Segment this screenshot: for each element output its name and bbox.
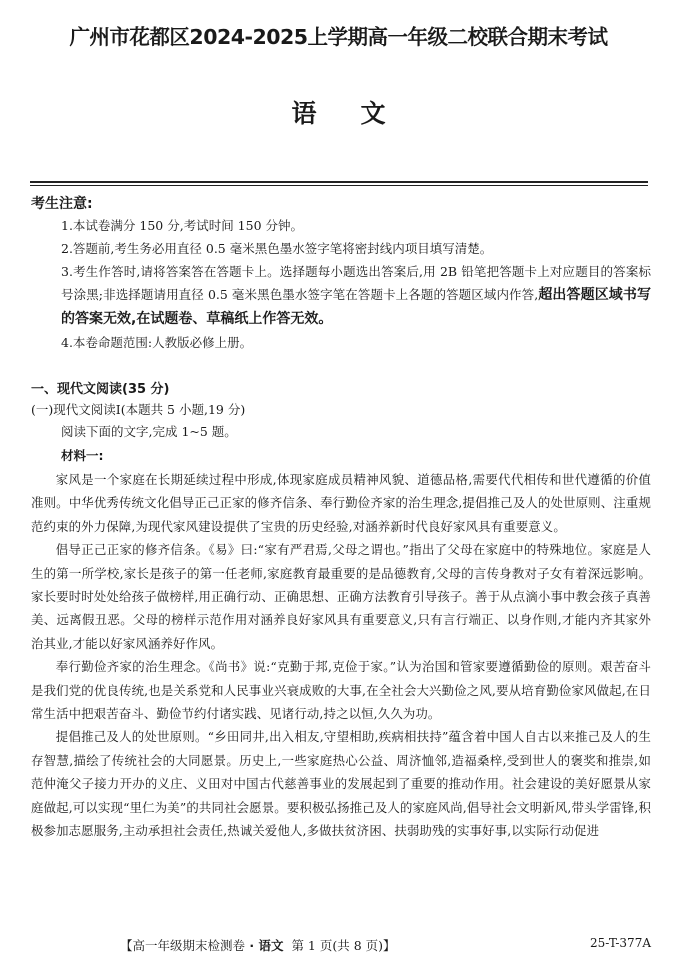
notice-item-3	[61, 260, 651, 331]
paragraph: 奉行勤俭齐家的治生理念。《尚书》说:“克勤于邦,克俭于家。”认为治国和管家要遵循勤俭的原则。艰苦奋斗是我们党的优良传统,也是关系党和人民事业兴衰成败的大事,在全社会大兴勤俭之风,要从培育勤俭家风做起,在日常生活中把艰苦奋斗、勤俭节约付诸实践、见诸行动,持之以恒,久久为功。	[31, 659, 651, 722]
paper-code: 25-T-377A	[590, 936, 651, 950]
footer-page-info: 第 1 页(共 8 页)	[291, 938, 384, 953]
notice-title: 考生注意:	[31, 196, 93, 212]
paragraph: 家风是一个家庭在长期延续过程中形成,体现家庭成员精神风貌、道德品格,需要代代相传和世代遵循的价值准则。中华优秀传统文化倡导正己正家的修齐信条、奉行勤俭齐家的治生理念,提倡推己及人的处世原则、注重规范约束的外力保障,为现代家风建设提供了宝贵的历史经验,对涵养新时代良好家风具有重要意义。	[31, 472, 651, 534]
footer-grade: 高一年级期末检测卷	[132, 938, 246, 953]
header-divider-thick	[30, 181, 648, 183]
notice-item-4: 4.本卷命题范围:人教版必修上册。	[61, 335, 253, 350]
footer-left-bracket: 【	[120, 938, 133, 953]
subsection-heading: (一)现代文阅读Ⅰ(本题共 5 小题,19 分)	[31, 402, 246, 417]
notice-item-2: 2.答题前,考生务必用直径 0.5 毫米黑色墨水签字笔将密封线内项目填写清楚。	[61, 241, 493, 256]
paragraph: 倡导正己正家的修齐信条。《易》曰:“家有严君焉,父母之谓也。”指出了父母在家庭中的特殊地位。家庭是人生的第一所学校,家长是孩子的第一任老师,家庭教育最重要的是品德教育,父母的言传身教对子女有着深远影响。家长要时时处处给孩子做榜样,用正确行动、正确思想、正确方法教育引导孩子。善于从点滴小事中教会孩子真善美、远离假丑恶。父母的榜样示范作用对涵养良好家风具有重要意义,只有言行端正、以身作则,才能内齐其家外治其业,才能以好家风涵养好作风。	[31, 542, 651, 651]
notice-item-3-emphasis: 超出答题区域书写的答案无效,在试题卷、草稿纸上作答无效。	[61, 287, 651, 327]
passage-body	[31, 468, 651, 843]
reading-instruction: 阅读下面的文字,完成 1~5 题。	[61, 424, 237, 439]
header-divider-thin	[30, 185, 648, 186]
footer-right-bracket: 】	[383, 938, 396, 953]
section-heading: 一、现代文阅读(35 分)	[31, 382, 170, 397]
exam-title: 广州市花都区2024-2025上学期高一年级二校联合期末考试	[69, 25, 608, 49]
footer-subject: 语文	[258, 938, 284, 953]
paragraph: 提倡推己及人的处世原则。“乡田同井,出入相友,守望相助,疾病相扶持”蕴含着中国人自古以来推己及人的生存智慧,描绘了传统社会的大同愿景。历史上,一些家庭热心公益、周济恤邻,造福桑梓,受到世人的褒奖和推崇,如范仲淹父子接力开办的义庄、义田对中国古代慈善事业的发展起到了重要的推动作用。社会建设的美好愿景从家庭做起,可以实现“里仁为美”的共同社会愿景。要积极弘扬推己及人的家庭风尚,倡导社会文明新风,带头学雷锋,积极参加志愿服务,主动承担社会责任,热诚关爱他人,多做扶贫济困、扶弱助残的实事好事,以实际行动促进	[31, 729, 651, 839]
material-label: 材料一:	[61, 448, 104, 463]
subject-title: 语文	[291, 99, 430, 128]
footer-label	[120, 936, 396, 954]
notice-item-3-text: 3.考生作答时,请将答案答在答题卡上。选择题每小题选出答案后,用 2B 铅笔把答题卡上对应题目的答案标号涂黑;非选择题请用直径 0.5 毫米黑色墨水签字笔在答题卡上各题的答题区域内作答,	[61, 264, 651, 302]
footer-dot: ·	[245, 938, 259, 953]
notice-list	[61, 214, 651, 354]
notice-item-1: 1.本试卷满分 150 分,考试时间 150 分钟。	[61, 218, 304, 233]
